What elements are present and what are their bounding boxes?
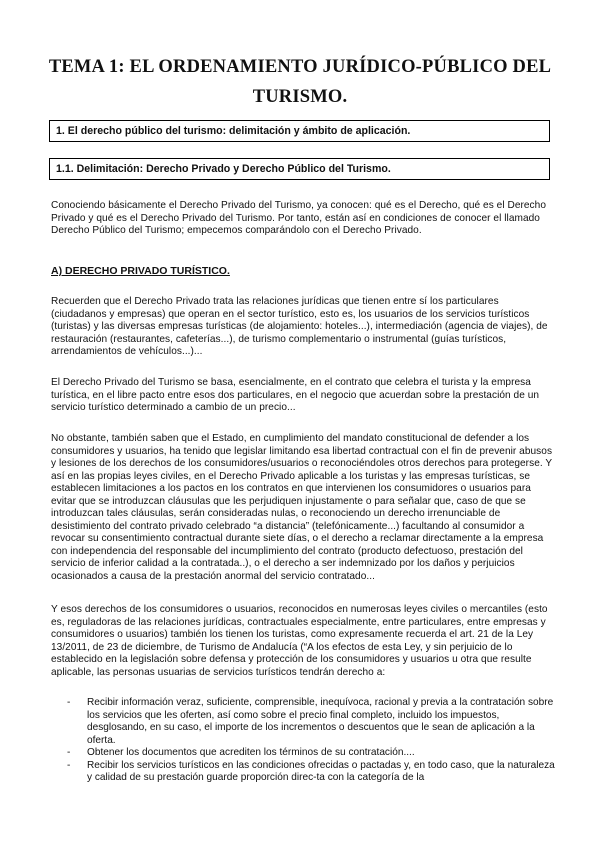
list-item-text: Recibir información veraz, suficiente, comprensible, inequívoca, racional y previa a la contratación sobre los servicios que les oferten, así como sobre el precio final completo, incluido los impuestos, desglosando, en su caso, el importe de los incrementos o descuentos que le sean de aplicación a la oferta.	[87, 697, 554, 746]
list-item	[51, 697, 557, 747]
list-item-text: Obtener los documentos que acrediten los términos de su contratación....	[87, 747, 415, 758]
list-dash: -	[67, 759, 71, 771]
intro-paragraph: Conociendo básicamente el Derecho Privado del Turismo, ya conocen: qué es el Derecho, qué es el Derecho Privado y qué es el Derecho Privado del Turismo. Por tanto, están así en condiciones de conocer el llamado Derecho Público del Turismo; empecemos comparándolo con el Derecho Privado.	[51, 200, 546, 236]
paragraph-4: Y esos derechos de los consumidores o usuarios, reconocidos en numerosas leyes civiles o mercantiles (esto es, reguladoras de las relaciones jurídicas, contractuales especialmente, entre particulares, entre empresas y consumidores o usuarios) también los tienen los turistas, como expresamente recuerda el art. 21 de la Ley 13/2011, de 23 de diciembre, de Turismo de Andalucía (“A los efectos de esta Ley, y sin perjuicio de lo establecido en la legislación sobre defensa y protección de los consumidores y usuarios u otra que resulte aplicable, las personas usuarias de servicios turísticos tendrán derecho a:	[51, 604, 548, 678]
paragraph-2: El Derecho Privado del Turismo se basa, esencialmente, en el contrato que celebra el turista y la empresa turística, en el libre pacto entre esos dos particulares, en el negocio que acuerdan sobre la prestación de un servicio turístico determinado a cambio de un precio...	[51, 377, 540, 413]
heading-derecho-privado: A) DERECHO PRIVADO TURÍSTICO.	[51, 265, 230, 277]
list-item	[51, 747, 557, 760]
paragraph-1: Recuerden que el Derecho Privado trata las relaciones jurídicas que tienen entre sí los particulares (ciudadanos y empresas) que operan en el sector turístico, esto es, los usuarios de los servicios turísticos (turistas) y las diversas empresas turísticas (de alojamiento: hoteles...), intermediación (agencia de viajes), de restauración (restaurantes, cafeterías...), de turismo complementario o instrumental (guías turísticos, arrendamientos de vehículos...)...	[51, 296, 548, 357]
paragraph-3: No obstante, también saben que el Estado, en cumplimiento del mandato constitucional de defender a los consumidores y usuarios, ha tenido que legislar limitando esa libertad contractual con el fin de prevenir abusos y lesiones de los derechos de los consumidores/usuarios o reconociéndoles otros derechos para protegerse. Y así en las propias leyes civiles, en el Derecho Privado aplicable a los turistas y las empresas turísticas, se establecen limitaciones a los pactos en los contratos en que intervienen los consumidores o usuarios para evitar que se introduzcan cláusulas que les perjudiquen injustamente o para señalar que, caso de que se introduzcan tales cláusulas, serán consideradas nulas, o reconociendo un derecho irrenunciable de desistimiento del contrato privado celebrado “a distancia” (telefónicamente...) facultando al consumidor a revocar su consentimiento contractual durante siete días, o el derecho a reclamar directamente a la empresa con independencia del responsable del incumplimiento del contrato (producto defectuoso, prestación del servicio de inferior calidad a la contratada..), o el derecho a ser indemnizado por los daños y perjuicios ocasionados a causa de la prestación anormal del servicio contratado...	[51, 433, 553, 582]
list-dash: -	[67, 747, 71, 758]
list-item-text: Recibir los servicios turísticos en las condiciones ofrecidas o pactadas y, en todo caso, que la naturaleza y calidad de su prestación guarde proporción direc-ta con la categoría de la	[87, 759, 555, 783]
rights-list	[51, 697, 557, 785]
section-heading-1: 1. El derecho público del turismo: delimitación y ámbito de aplicación.	[49, 120, 550, 142]
list-dash: -	[67, 697, 71, 708]
list-item	[51, 760, 557, 785]
document-title: TEMA 1: EL ORDENAMIENTO JURÍDICO-PÚBLICO DEL TURISMO.	[48, 57, 552, 107]
section-heading-1-1: 1.1. Delimitación: Derecho Privado y Derecho Público del Turismo.	[49, 158, 550, 180]
